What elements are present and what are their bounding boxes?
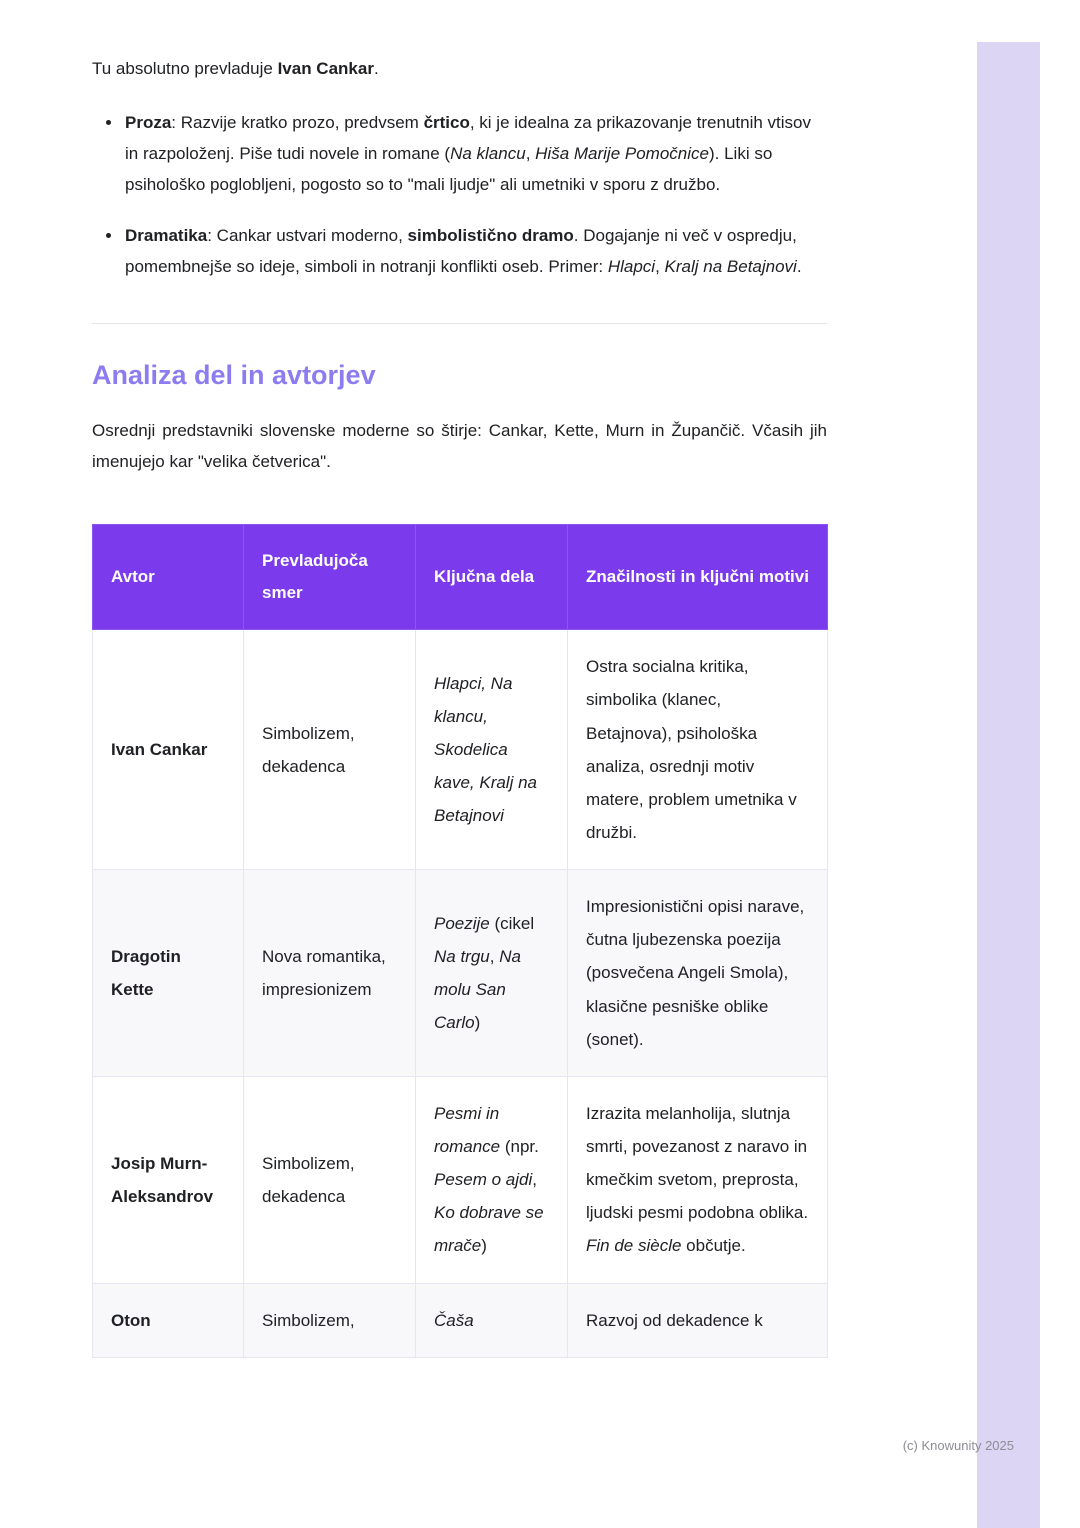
author-direction: Simbolizem, — [244, 1283, 416, 1357]
bullet-item-proza: • Proza: Razvije kratko prozo, predvsem črtico, ki je idealna za prikazovanje trenutnih vtisov in razpoloženj. Piše tudi novele in romane (Na klancu, Hiša Marije Pomočnice). Liki so psihološko poglobljeni, pogosto so to "mali ljudje" ali umetniki v sporu z družbo. — [123, 108, 827, 201]
author-direction: Simbolizem, dekadenca — [244, 630, 416, 870]
table-header-dela: Ključna dela — [416, 524, 568, 630]
authors-table — [92, 524, 828, 1358]
intro-paragraph: Tu absolutno prevladuje Ivan Cankar. — [92, 59, 379, 78]
author-traits: Impresionistični opisi narave, čutna ljubezenska poezija (posvečena Angeli Smola), klasične pesniške oblike (sonet). — [568, 870, 828, 1077]
author-direction: Nova romantika, impresionizem — [244, 870, 416, 1077]
author-traits: Izrazita melanholija, slutnja smrti, povezanost z naravo in kmečkim svetom, preprosta, ljudski pesmi podobna oblika. Fin de siècle občutje. — [568, 1076, 828, 1283]
table-row-cankar — [93, 630, 828, 870]
author-works: Čaša — [416, 1283, 568, 1357]
table-row-kette — [93, 870, 828, 1077]
table-row-murn — [93, 1076, 828, 1283]
author-traits: Razvoj od dekadence k — [568, 1283, 828, 1357]
section-intro-paragraph: Osrednji predstavniki slovenske moderne so štirje: Cankar, Kette, Murn in Župančič. Včasih jih imenujejo kar "velika četverica". — [92, 420, 827, 471]
author-name: Oton — [93, 1283, 244, 1357]
author-works: Poezije (cikel Na trgu, Na molu San Carlo) — [416, 870, 568, 1077]
page-margin-strip — [977, 42, 1040, 1528]
author-works: Pesmi in romance (npr. Pesem o ajdi, Ko dobrave se mrače) — [416, 1076, 568, 1283]
table-header-row — [93, 524, 828, 630]
table-header-avtor: Avtor — [93, 524, 244, 630]
author-works: Hlapci, Na klancu, Skodelica kave, Kralj na Betajnovi — [416, 630, 568, 870]
author-name: Dragotin Kette — [93, 870, 244, 1077]
section-divider — [92, 323, 827, 324]
table-header-motivi: Značilnosti in ključni motivi — [568, 524, 828, 630]
section-heading: Analiza del in avtorjev — [92, 359, 376, 390]
author-name: Ivan Cankar — [93, 630, 244, 870]
author-traits: Ostra socialna kritika, simbolika (klanec, Betajnova), psihološka analiza, osrednji motiv matere, problem umetnika v družbi. — [568, 630, 828, 870]
table-header-smer: Prevladujoča smer — [244, 524, 416, 630]
bullet-item-dramatika: • Dramatika: Cankar ustvari moderno, simbolistično dramo. Dogajanje ni več v ospredju, pomembnejše so ideje, simboli in notranji konflikti oseb. Primer: Hlapci, Kralj na Betajnovi. — [123, 221, 827, 283]
table-row-zupancic — [93, 1283, 828, 1357]
author-direction: Simbolizem, dekadenca — [244, 1076, 416, 1283]
copyright-watermark: (c) Knowunity 2025 — [902, 1438, 1014, 1453]
bullet-list — [92, 108, 827, 283]
author-name: Josip Murn-Aleksandrov — [93, 1076, 244, 1283]
